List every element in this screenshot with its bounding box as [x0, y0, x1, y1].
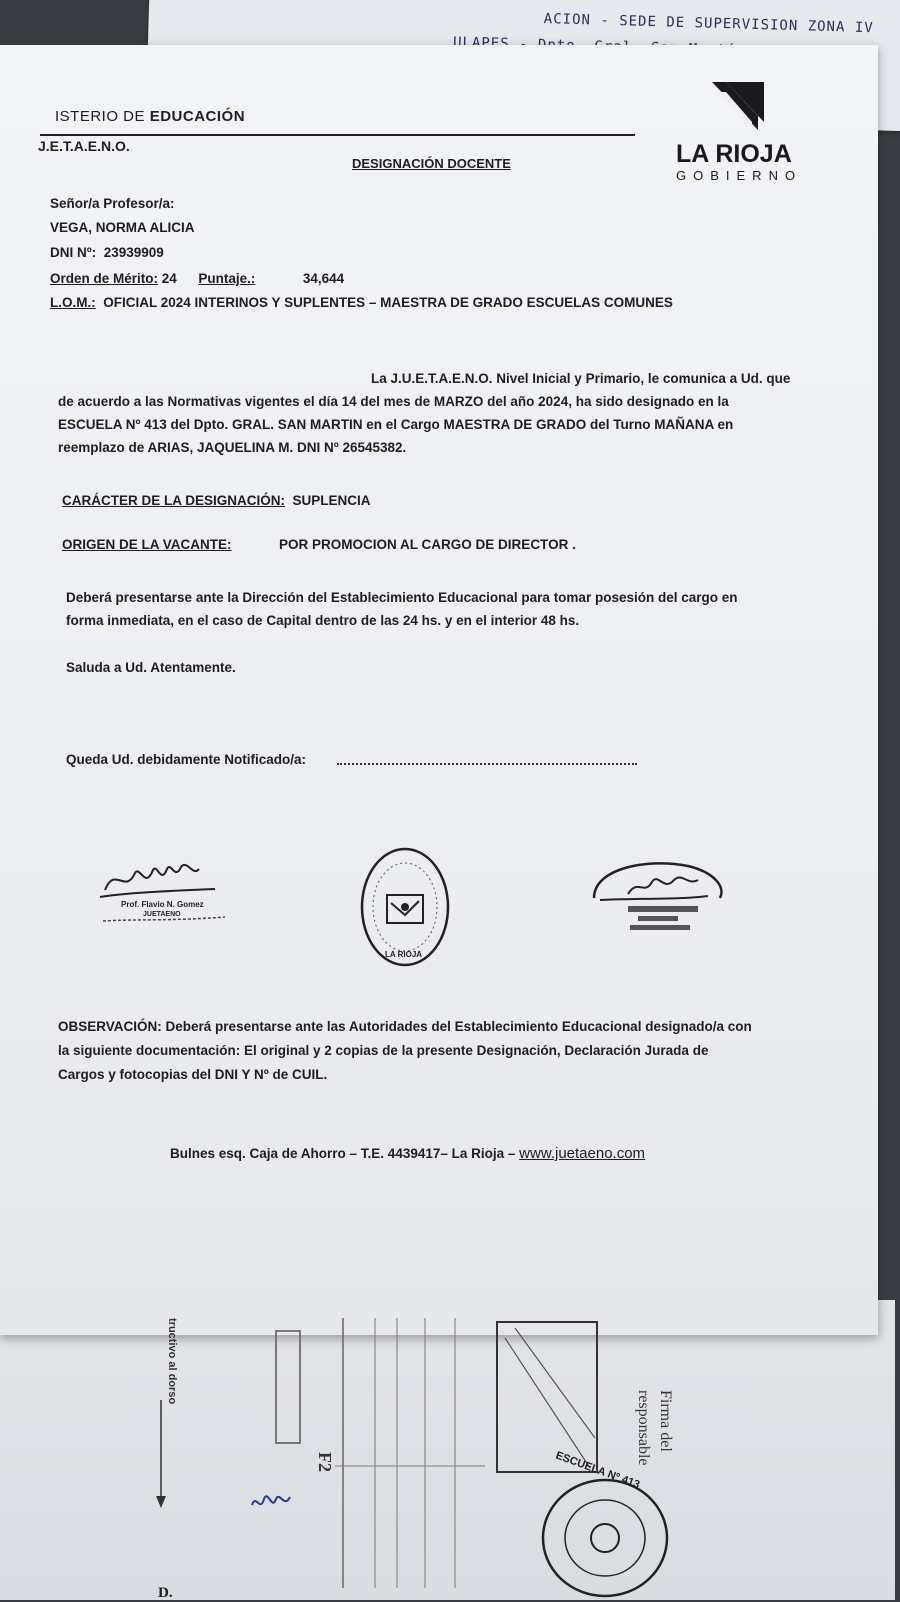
notificado-signature-line	[337, 763, 637, 765]
back-sheet-header: ACION - SEDE DE SUPERVISION ZONA IV	[543, 11, 874, 37]
right-signature	[588, 858, 733, 943]
blue-initials	[250, 1485, 295, 1520]
body-line-3: ESCUELA Nº 413 del Dpto. GRAL. SAN MARTIN en el Cargo MAESTRA DE GRADO del Turno MAÑANA en	[58, 417, 734, 432]
recipient-name: VEGA, NORMA ALICIA	[50, 220, 195, 235]
greeting: Señor/a Profesor/a:	[50, 196, 175, 211]
notificado-label: Queda Ud. debidamente Notificado/a:	[66, 752, 307, 767]
header-rule	[40, 134, 635, 136]
organism-name: J.E.T.A.E.N.O.	[38, 138, 130, 154]
observacion-line-1: OBSERVACIÓN: Deberá presentarse ante las Autoridades del Establecimiento Educacional designado/a con	[58, 1019, 752, 1034]
caracter-row: CARÁCTER DE LA DESIGNACIÓN: SUPLENCIA	[62, 493, 371, 508]
form-grid-lines	[335, 1318, 485, 1588]
left-signer-org: JUETAENO	[143, 911, 181, 918]
la-rioja-logo-icon	[712, 82, 764, 137]
body-line-4: reemplazo de ARIAS, JAQUELINA M. DNI Nº 26545382.	[58, 440, 407, 455]
seal-text: LA RIOJA	[385, 950, 423, 959]
designation-body	[58, 367, 818, 459]
logo-subtitle: GOBIERNO	[676, 168, 803, 183]
corner-mark: D.	[158, 1585, 173, 1601]
observacion-block	[58, 1015, 818, 1087]
observacion-line-2: la siguiente documentación: El original y 2 copias de la presente Designación, Declaración Jurada de	[58, 1043, 709, 1058]
form-box	[275, 1330, 301, 1444]
arrow-down-icon	[155, 1400, 167, 1510]
orden-row: Orden de Mérito: 24 Puntaje.: 34,644	[50, 271, 345, 286]
instructivo-label: tructivo al dorso	[166, 1318, 178, 1405]
ministerio-heading: ISTERIO DE EDUCACIÓN	[55, 108, 246, 125]
presentacion-line-2: forma inmediata, en el caso de Capital dentro de las 24 hs. y en el interior 48 hs.	[66, 613, 580, 628]
firma-responsable-label: Firma del responsable	[635, 1390, 674, 1466]
designation-document	[0, 45, 878, 1335]
origen-row: ORIGEN DE LA VACANTE: POR PROMOCION AL CARGO DE DIRECTOR .	[62, 537, 576, 552]
presentacion-line-1: Deberá presentarse ante la Dirección del Establecimiento Educacional para tomar posesión del cargo en	[66, 590, 738, 605]
logo-name: LA RIOJA	[676, 140, 792, 168]
dni-row: DNI Nº: 23939909	[50, 245, 164, 260]
document-title: DESIGNACIÓN DOCENTE	[352, 156, 511, 171]
body-line-2: de acuerdo a las Normativas vigentes el día 14 del mes de MARZO del año 2024, ha sido designado en la	[58, 394, 729, 409]
left-signer-name: Prof. Flavio N. Gomez	[121, 900, 204, 909]
official-seal	[355, 845, 455, 975]
stamp-school-text: ESCUELA Nº 413	[553, 1449, 642, 1492]
observacion-line-3: Cargos y fotocopias del DNI Y Nº de CUIL.	[58, 1067, 328, 1082]
presentacion-block	[66, 586, 826, 632]
footer-address: Bulnes esq. Caja de Ahorro – T.E. 4439417– La Rioja – www.juetaeno.com	[170, 1145, 646, 1162]
lom-row: L.O.M.: OFICIAL 2024 INTERINOS Y SUPLENTES – MAESTRA DE GRADO ESCUELAS COMUNES	[50, 295, 673, 310]
left-signature	[95, 855, 235, 925]
website-link[interactable]: www.juetaeno.com	[519, 1145, 646, 1162]
body-line-1: La J.U.E.T.A.E.N.O. Nivel Inicial y Primario, le comunica a Ud. que	[371, 371, 791, 386]
saludo: Saluda a Ud. Atentamente.	[66, 660, 236, 675]
form-code-f2: F2	[315, 1452, 335, 1472]
